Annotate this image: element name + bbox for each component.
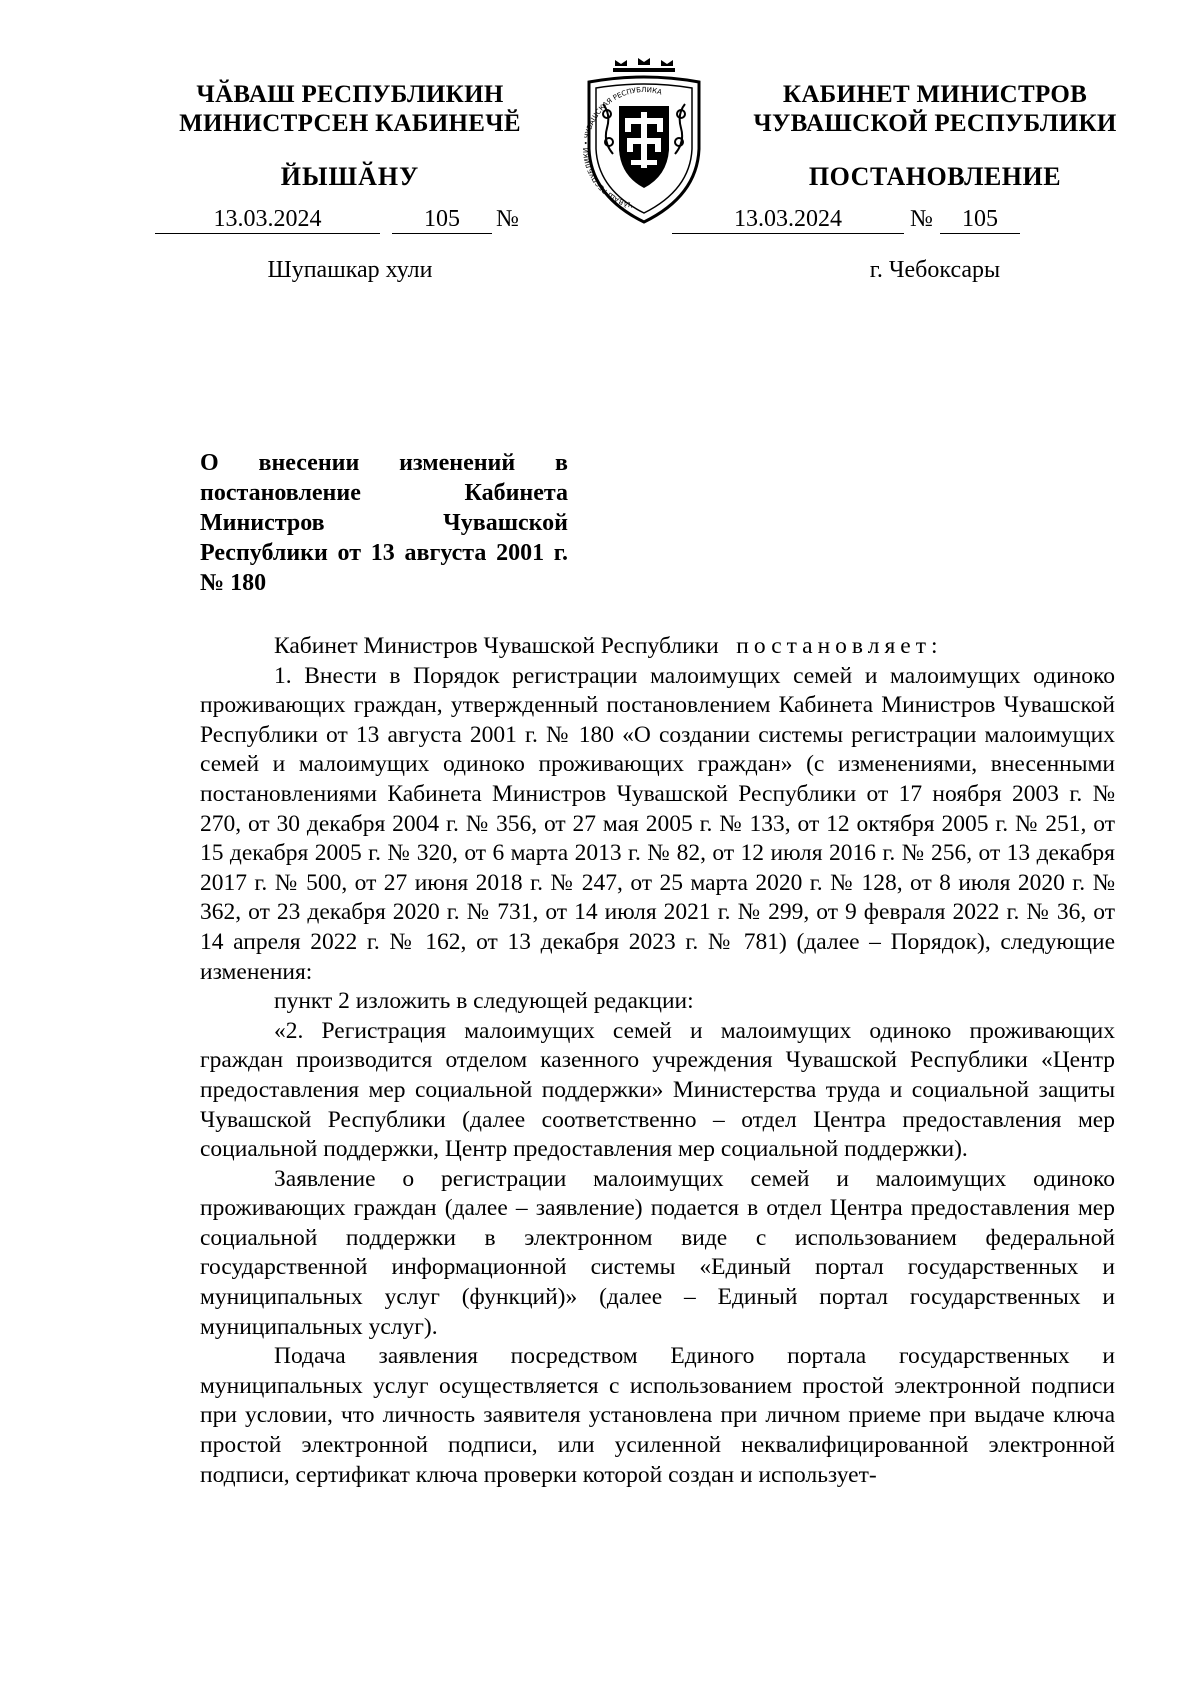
left-number-field: 105 (392, 205, 492, 234)
left-number-sign: № (496, 206, 519, 232)
document-body (200, 632, 1115, 1490)
svg-text:ЧӐВАШ РЕСПУБЛИКИ • ЧУВАШСКАЯ Р: ЧӐВАШ РЕСПУБЛИКИ • ЧУВАШСКАЯ РЕСПУБЛИКА (581, 85, 663, 209)
right-city: г. Чебоксары (869, 257, 1001, 283)
doc-type-chuvash: ЙЫШӐНУ (280, 162, 420, 191)
issuer-title-line: КАБИНЕТ МИНИСТРОВ (782, 81, 1088, 108)
left-date-field: 13.03.2024 (155, 205, 380, 234)
issuer-title-line: ЧӐВАШ РЕСПУБЛИКИН (196, 81, 504, 108)
left-city: Шупашкар хули (267, 257, 433, 283)
document-subject: О внесении изменений в постановление Кабинета Министров Чувашской Республики от 13 августа 2001 г. № 180 (200, 450, 568, 596)
body-paragraph: Подача заявления посредством Единого портала государственных и муниципальных услуг осуществляется с использованием простой электронной подписи при условии, что личность заявителя установлена при личном приеме при выдаче ключа простой электронной подписи, или усиленной неквалифицированной электронной подписи, сертификат ключа проверки которой создан и использует- (200, 1343, 1115, 1488)
body-paragraph: Заявление о регистрации малоимущих семей и малоимущих одиноко проживающих граждан (далее – заявление) подается в отдел Центра предоставления мер социальной поддержки в электронном виде с использованием федеральной государственной информационной системы «Единый портал государственных и муниципальных услуг (функций)» (далее – Единый портал государственных и муниципальных услуг). (200, 1165, 1115, 1340)
right-date-field: 13.03.2024 (672, 205, 904, 234)
intro-verb: постановляет: (736, 633, 943, 659)
body-paragraph: «2. Регистрация малоимущих семей и малоимущих одиноко проживающих граждан производится отделом казенного учреждения Чувашской Республики «Центр предоставления мер социальной поддержки» Министерства труда и социальной защиты Чувашской Республики (далее соответственно – отдел Центра предоставления мер социальной поддержки, Центр предоставления мер социальной поддержки). (200, 1017, 1115, 1163)
issuer-title-russian (725, 80, 1145, 138)
issuer-title-chuvash (150, 80, 550, 138)
body-paragraph: 1. Внести в Порядок регистрации малоимущих семей и малоимущих одиноко проживающих граждан, утвержденный постановлением Кабинета Министров Чувашской Республики от 13 августа 2001 г. № 180 «О создании системы регистрации малоимущих семей и малоимущих одиноко проживающих граждан» (с изменениями, внесенными постановлениями Кабинета Министров Чувашской Республики от 17 ноября 2003 г. № 270, от 30 декабря 2004 г. № 356, от 27 мая 2005 г. № 133, от 12 октября 2005 г. № 251, от 15 декабря 2005 г. № 320, от 6 марта 2013 г. № 82, от 12 июля 2016 г. № 256, от 13 декабря 2017 г. № 500, от 27 июня 2018 г. № 247, от 25 марта 2020 г. № 128, от 8 июля 2020 г. № 362, от 23 декабря 2020 г. № 731, от 14 июля 2021 г. № 299, от 9 февраля 2022 г. № 36, от 14 апреля 2022 г. № 162, от 13 декабря 2023 г. № 781) (далее – Порядок), следующие изменения: (200, 662, 1115, 985)
right-number-field: 105 (940, 205, 1020, 234)
right-number-sign: № (910, 206, 933, 232)
doc-type-russian: ПОСТАНОВЛЕНИЕ (808, 162, 1062, 191)
issuer-title-line: ЧУВАШСКОЙ РЕСПУБЛИКИ (753, 110, 1117, 137)
intro-prefix: Кабинет Министров Чувашской Республики (274, 633, 719, 659)
body-paragraph: пункт 2 изложить в следующей редакции: (274, 988, 694, 1015)
intro-line (200, 632, 1115, 662)
issuer-title-line: МИНИСТРСЕН КАБИНЕЧӖ (179, 110, 521, 137)
coat-of-arms-emblem (569, 54, 719, 229)
